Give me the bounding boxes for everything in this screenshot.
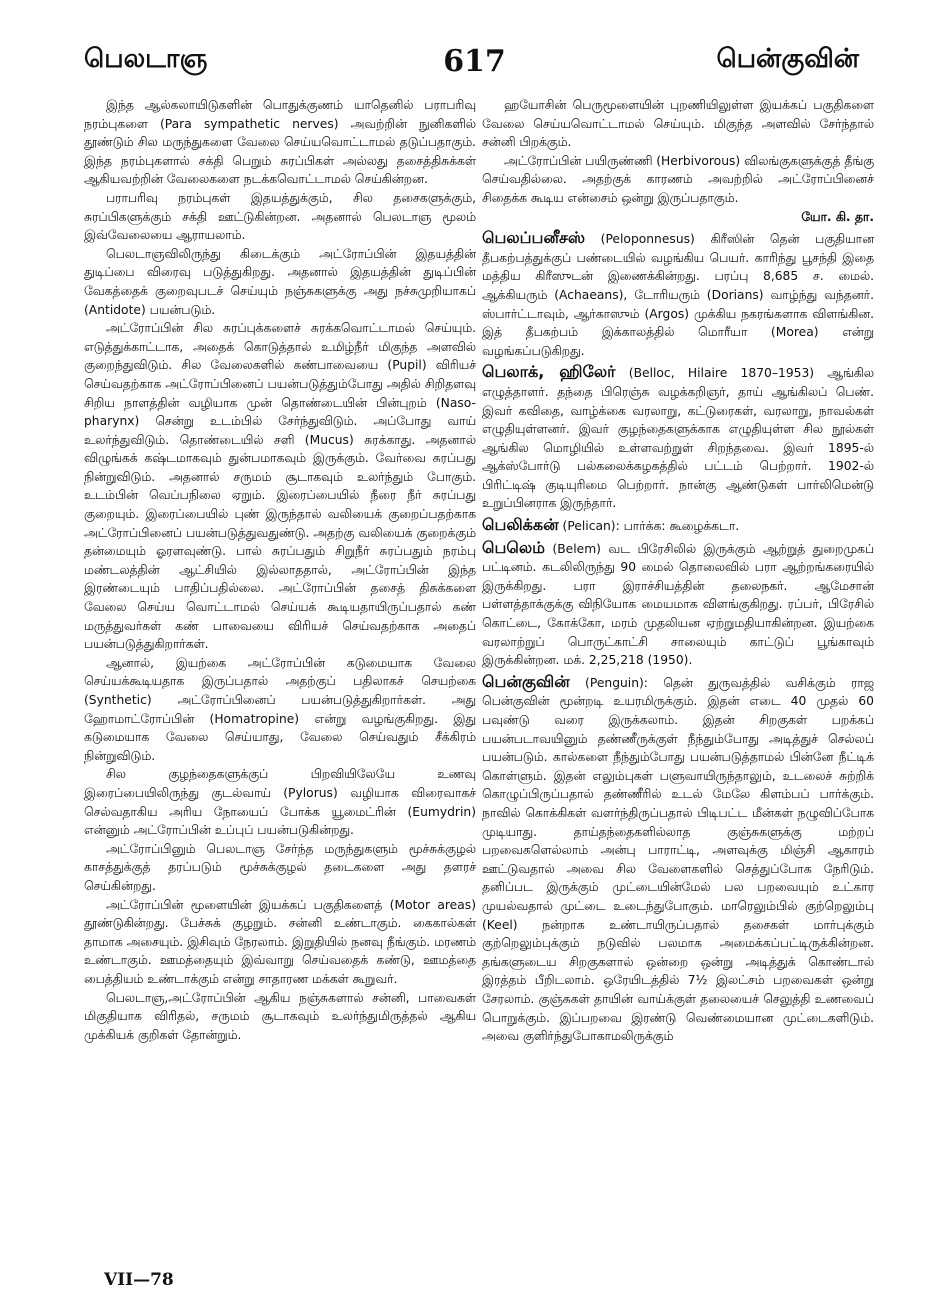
paragraph: அட்ரோப்பின் சில சுரப்புக்களைச் சுரக்கவொட்டாமல் செய்யும். எடுத்துக்காட்டாக, அதைக் கொடுத்தால் உமிழ்நீர் மிகுந்த அளவில் குறைந்துவிடும். சில வேலைகளில் கண்பாவையை (Pupil) விரியச் செய்வதற்காக அட்ரோப்பினைப் பயன்படுத்தும்போது அதில் சிறிதளவு சிறிய நாளத்தின் வழியாக முன் தொண்டையின் பின்புறம் (Naso-pharynx) சென்று உடம்பில் சேர்ந்துவிடும். அப்போது வாய் உலர்ந்துவிடும். தொண்டையில் சளி (Mucus) சுரக்காது. அதனால் விழுங்கக் கஷ்டமாகவும் துன்பமாகவும் இருக்கும். வேர்வை சுரப்பது நின்றுவிடும். அதனால் சருமம் சூடாகவும் உலர்ந்தும் போகும். உடம்பின் வெப்பநிலை ஏறும். இரைப்பையில் நீரை நீர் சுரப்பது குறையும். இரைப்பையில் புண் இருந்தால் வலியைக் குறைப்பதற்காக அட்ரோப்பினைப் பயன்படுத்துவதுண்டு. அதற்கு வலியைக் குறைக்கும் தன்மையும் ஓரளவுண்டு. பால் சுரப்பதும் சிறுநீர் சுரப்பதும் நரம்பு மண்டலத்தின் ஆட்சியில் இல்லாததால், அட்ரோப்பின் இந்த இரண்டையும் பாதிப்பதில்லை. அட்ரோப்பின் தசைத் திசுக்களை வேலை செய்ய வொட்டாமல் செய்யக் கூடியதாயிருப்பதால் கண் மருத்துவர்கள் கண் பாவையை விரியச் செய்வதற்காக அதைப் பயன்படுத்துகிறார்கள்.	[84, 321, 476, 652]
entry-text: (Belem) வட பிரேசிலில் இருக்கும் ஆற்றுத் துறைமுகப் பட்டினம். கடலிலிருந்து 90 மைல் தொலைவில் பரா ஆற்றங்கரையில் இருக்கிறது. பரா இராச்சியத்தின் தலைநகர். ஆமேசான் பள்ளத்தாக்குக்கு விநியோக மையமாக விளங்குகிறது. ரப்பர், பிரேசில் கொட்டை, கோக்கோ, மரம் முதலியன ஏற்றுமதியாகின்றன. இயற்கை வரலாற்றுப் பொருட்காட்சி சாலையும் காட்டுப் பூங்காவும் இருக்கின்றன. மக். 2,25,218 (1950).	[482, 541, 874, 668]
author-signature: யோ. கி. தா.	[801, 209, 874, 224]
entry-headword: பெலிக்கன்	[482, 515, 559, 535]
entry-text: (Pelican): பார்க்க: கூழைக்கடா.	[558, 519, 740, 534]
entry-headword: பென்குவின்	[482, 671, 570, 691]
header-right-guide-word: பென்குவின்	[716, 44, 859, 74]
paragraph: ஆனால், இயற்கை அட்ரோப்பின் கடுமையாக வேலை செய்யக்கூடியதாக இருப்பதால் அதற்குப் பதிலாகச் செயற்கை (Synthetic) அட்ரோப்பினைப் பயன்படுத்துகிறார்கள். அது ஹோமாட்ரோப்பின் (Homatropine) என்று வழங்குகிறது. இது கடுமையாக வேலை செய்யாது, வேலை செய்வதும் சீக்கிரம் நின்றுவிடும்.	[84, 655, 476, 763]
paragraph: இந்த ஆல்கலாயிடுகளின் பொதுக்குணம் யாதெனில் பராபரிவு நரம்புகளை (Para sympathetic nerves) அவற்றின் நுனிகளில் தூண்டும் சில மருந்துகளை வேலை செய்யவொட்டாமல் தடுப்பதாகும். இந்த நரம்புகளால் சக்தி பெறும் சுரப்பிகள் அல்லது தசைத்திசுக்கள் ஆகியவற்றின் வேலைகளை நடக்கவொட்டாமல் செய்கின்றன.	[84, 98, 476, 187]
page-header	[0, 44, 949, 94]
entry-headword: பெலப்பனீசஸ்	[482, 228, 586, 248]
entry-penguin	[482, 673, 874, 1046]
volume-page-footer: VII—78	[104, 1270, 174, 1290]
paragraph: அட்ரோப்பினும் பெலடாஞ சேர்ந்த மருந்துகளும் மூச்சுக்குழல் காசத்துக்குத் தரப்படும் மூச்சுக்குழல் தடைகளை அது தளரச் செய்கின்றது.	[84, 841, 476, 893]
paragraph: பெலடாஞ,அட்ரோப்பின் ஆகிய நஞ்சுகளால் சன்னி, பாவைகள் மிகுதியாக விரிதல், சருமம் சூடாகவும் உலர்ந்துமிருத்தல் ஆகிய முக்கியக் குறிகள் தோன்றும்.	[84, 990, 476, 1042]
paragraph: அட்ரோப்பின் மூளையின் இயக்கப் பகுதிகளைத் (Motor areas) தூண்டுகின்றது. பேச்சுக் குழறும். சன்னி உண்டாகும். கைகால்கள் தாமாக அசையும். இசிவும் நேரலாம். இறுதியில் நனவு நீங்கும். மரணம் உண்டாகும். ஊமத்தையும் இவ்வாறு செய்வதைக் கண்டு, ஊமத்தை பைத்தியம் உண்டாக்கும் என்று சாதாரண மக்கள் கூறுவர்.	[84, 897, 476, 986]
entry-text: (Belloc, Hilaire 1870–1953) ஆங்கில எழுத்தாளர். தந்தை பிரெஞ்சு வழக்கறிஞர், தாய் ஆங்கிலப் பெண். இவர் கவிதை, வாழ்க்கை வரலாறு, கட்டுரைகள், வரலாறு, நாவல்கள் எழுதியுள்ளனர். இவர் குழந்தைகளுக்காக எழுதியுள்ள சில நூல்கள் ஆங்கில மொழியில் உள்ளவற்றுள் சிறந்தவை. இவர் 1895-ல் ஆக்ஸ்போர்டு பல்கலைக்கழகத்தில் பட்டம் பெற்றார். 1902-ல் பிரிட்டிஷ் குடியுரிமை பெற்றார். நான்கு ஆண்டுகள் பார்லிமென்டு உறுப்பினராக இருந்தார்.	[482, 366, 874, 511]
entry-belloc	[482, 363, 874, 513]
entry-headword: பெலாக், ஹிலேர்	[482, 362, 616, 382]
entry-pelican	[482, 516, 874, 536]
entry-text: (Peloponnesus) கிரீஸின் தென் பகுதியான தீபகற்பத்துக்குப் பண்டையில் வழங்கிய பெயர். காரிந்து பூசந்தி இதை மத்திய கிரீஸுடன் இணைக்கின்றது. பரப்பு 8,685 ச. மைல். ஆக்கியரும் (Achaeans), டோரியரும் (Dorians) வாழ்ந்து வந்தனர். ஸ்பார்ட்டாவும், ஆர்காஸும் (Argos) முக்கிய நகரங்களாக விளங்கின. இத் தீபகற்பம் இக்காலத்தில் மொரீயா (Morea) என்று வழங்கப்படுகிறது.	[482, 232, 874, 358]
paragraph: அட்ரோப்பின் பயிருண்ணி (Herbivorous) விலங்குகளுக்குத் தீங்கு செய்வதில்லை. அதற்குக் காரணம் அவற்றில் அட்ரோப்பினைச் சிதைக்க கூடிய என்சைம் ஒன்று இருப்பதாகும்.	[482, 153, 874, 205]
paragraph: பெலடாஞவிலிருந்து கிடைக்கும் அட்ரோப்பின் இதயத்தின் துடிப்பை விரைவு படுத்துகிறது. அதனால் இதயத்தின் துடிப்பின் வேகத்தைக் குறைவுபடச் செய்யும் நஞ்சுகளுக்கு அது நச்சுமுறியாகப் (Antidote) பயன்படும்.	[84, 246, 476, 317]
entry-text: (Penguin): தென் துருவத்தில் வசிக்கும் ராஜ பென்குவின் மூன்றடி உயரமிருக்கும். இதன் எடை 40 முதல் 60 பவுண்டு வரை இருக்கலாம். இதன் சிறகுகள் பறக்கப் பயன்படாவயினும் தண்ணீருக்குள் நீந்தும்போது அடித்துச் செல்லப் பயன்படும். கால்களை நீந்தும்போது பயன்படுத்தாமல் பின்னே நீட்டிக் கொள்ளும். இதன் எலும்புகள் பளுவாயிருந்தாலும், உடலைச் சுற்றிக் கொழுப்பிருப்பதால் தண்ணீரில் உடல் மேலே கிளம்பப் பார்க்கும். நாவில் கொக்கிகள் வளர்ந்திருப்பதால் பிடிபட்ட மீன்கள் நழுவிப்போக முடியாது. தாய்தந்தைகளில்லாத குஞ்சுகளுக்கு மற்றப் பறவைகளெல்லாம் அன்பு பாராட்டி, அளவுக்கு மிஞ்சி ஆகாரம் ஊட்டுவதால் அவை சில வேளைகளில் செத்துப்போக நேரிடும். தனிப்பட இருக்கும் முட்டையின்மேல் பல பறவையும் உட்கார முயல்வதால் முட்டை உடைந்துபோகும். மாரெலும்பில் குற்றெலும்பு (Keel) நன்றாக உண்டாயிருப்பதால் தசைகள் மார்புக்கும் குற்றெலும்புக்கும் நடுவில் பலமாக அமைக்கப்பட்டிருக்கின்றன. தங்களுடைய சிறகுகளால் ஒன்றை ஒன்று அடித்துக் கொண்டால் இரத்தம் பீறிடலாம். ஒரேயிடத்தில் 7½ இலட்சம் பறவைகள் ஒன்று சேரலாம். குஞ்சுகள் தாயின் வாய்க்குள் தலையைச் செலுத்தி உணவைப் பொறுக்கும். இப்பறவை இரண்டு வெண்மையான முட்டைகளிடும். அவை குளிர்ந்துபோகாமலிருக்கும்	[482, 675, 874, 1044]
page-number: 617	[443, 44, 506, 79]
left-column	[84, 96, 476, 1266]
paragraph: பராபரிவு நரம்புகள் இதயத்துக்கும், சில தசைகளுக்கும், சுரப்பிகளுக்கும் சக்தி ஊட்டுகின்றன. அதனால் பெலடாஞ மூலம் இவ்வேலையை ஆராயலாம்.	[84, 190, 476, 243]
right-column	[482, 96, 874, 1266]
entry-peloponnesus	[482, 229, 874, 360]
entry-headword: பெலெம்	[482, 537, 545, 557]
header-left-guide-word: பெலடாஞ	[84, 44, 208, 74]
entry-belem	[482, 539, 874, 670]
paragraph: ஹயோசின் பெருமூளையின் புறணியிலுள்ள இயக்கப் பகுதிகளை வேலை செய்யவொட்டாமல் செய்யும். மிகுந்த அளவில் சேர்ந்தால் சன்னி பிறக்கும்.	[482, 98, 874, 150]
paragraph: சில குழந்தைகளுக்குப் பிறவியிலேயே உணவு இரைப்பையிலிருந்து குடல்வாய் (Pylorus) வழியாக விரைவாகச் செல்வதாகிய அரிய நோயைப் போக்க யூமைட்ரின் (Eumydrin) என்னும் அட்ரோப்பின் உப்புப் பயன்படுகின்றது.	[84, 767, 476, 838]
